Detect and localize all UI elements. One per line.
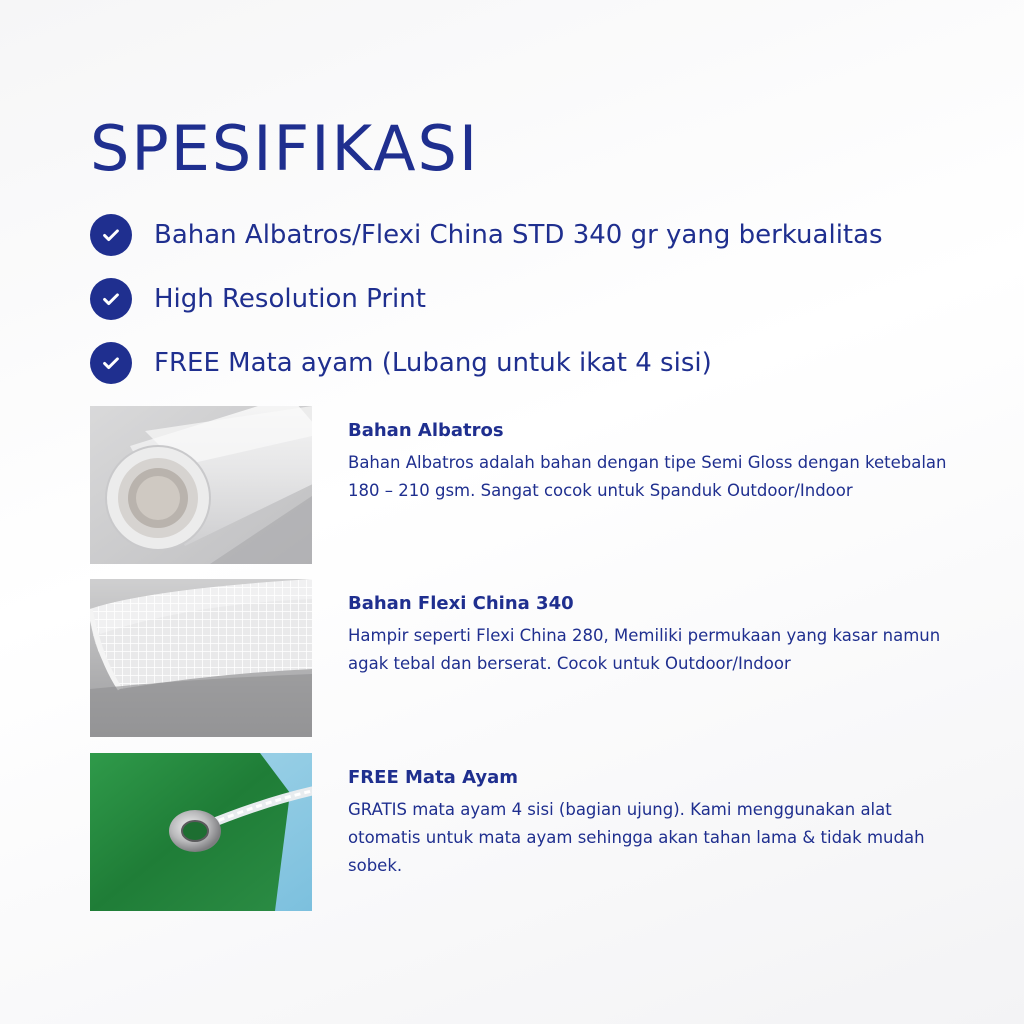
feature-item <box>90 331 883 395</box>
card-title: Bahan Flexi China 340 <box>348 593 574 614</box>
material-card-mata-ayam <box>90 753 990 911</box>
mata-ayam-image <box>90 753 312 911</box>
check-circle-icon <box>90 342 132 384</box>
feature-list <box>90 203 883 395</box>
albatros-roll-image <box>90 406 312 564</box>
card-title: Bahan Albatros <box>348 420 504 441</box>
card-description: Bahan Albatros adalah bahan dengan tipe Semi Gloss dengan ketebalan 180 – 210 gsm. Sangat cocok untuk Spanduk Outdoor/Indoor <box>348 453 947 500</box>
feature-item <box>90 203 883 267</box>
feature-text: FREE Mata ayam (Lubang untuk ikat 4 sisi) <box>154 348 712 378</box>
material-card-albatros <box>90 406 990 564</box>
feature-text: Bahan Albatros/Flexi China STD 340 gr yang berkualitas <box>154 220 883 250</box>
flexi-china-image <box>90 579 312 737</box>
material-card-flexi <box>90 579 990 737</box>
card-description: Hampir seperti Flexi China 280, Memiliki permukaan yang kasar namun agak tebal dan berserat. Cocok untuk Outdoor/Indoor <box>348 626 941 673</box>
feature-text: High Resolution Print <box>154 284 426 314</box>
check-circle-icon <box>90 278 132 320</box>
card-title: FREE Mata Ayam <box>348 767 519 788</box>
card-description: GRATIS mata ayam 4 sisi (bagian ujung). Kami menggunakan alat otomatis untuk mata ayam sehingga akan tahan lama & tidak mudah sobek. <box>348 800 925 875</box>
check-circle-icon <box>90 214 132 256</box>
page-title: SPESIFIKASI <box>90 112 480 185</box>
feature-item <box>90 267 883 331</box>
